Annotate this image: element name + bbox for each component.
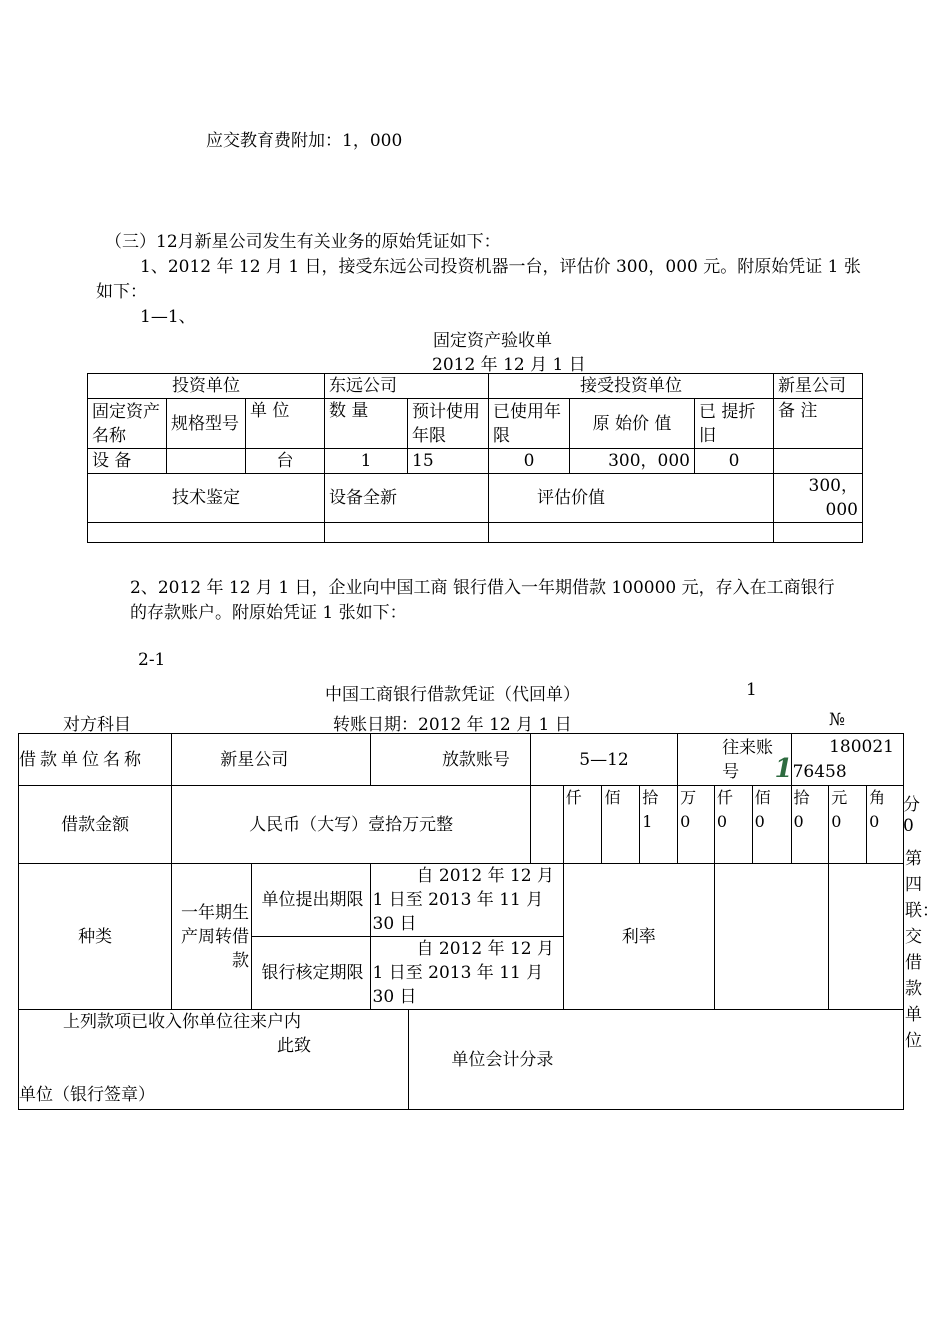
handwritten-mark: 1 bbox=[774, 754, 793, 784]
digit-qian: 仟 bbox=[563, 786, 602, 864]
transfer-date: 转账日期：2012 年 12 月 1 日 bbox=[333, 715, 572, 735]
row-original-value: 300，000 bbox=[570, 449, 695, 474]
digit-jiao: 角 0 bbox=[867, 786, 904, 864]
borrower-value: 新星公司 bbox=[172, 734, 370, 786]
item1-subheading: 1—1、 bbox=[140, 307, 196, 327]
received-cell bbox=[19, 1010, 409, 1110]
header-depreciation: 已 提折 旧 bbox=[695, 399, 774, 449]
row-remarks bbox=[774, 449, 863, 474]
receiver-value: 新星公司 bbox=[774, 374, 863, 399]
current-account-label: 往来账号 bbox=[678, 734, 791, 786]
loan-account-label: 放款账号 bbox=[370, 734, 530, 786]
bank-period-label: 银行核定期限 bbox=[251, 937, 370, 1010]
borrower-label: 借款单位名称 bbox=[19, 734, 172, 786]
side-note: 第四联：交借款单位 bbox=[905, 849, 939, 1051]
row-used-years: 0 bbox=[489, 449, 570, 474]
header-spec: 规格型号 bbox=[167, 399, 246, 449]
bank-loan-voucher-table bbox=[18, 733, 904, 1110]
empty-cell bbox=[489, 523, 774, 543]
item2-text-line2: 的存款账户。附原始凭证 1 张如下： bbox=[130, 603, 407, 623]
counter-account-label: 对方科目 bbox=[63, 715, 131, 735]
digit-shi: 拾 1 bbox=[640, 786, 678, 864]
receipt-title: 固定资产验收单 bbox=[433, 331, 552, 351]
current-account-value bbox=[774, 734, 904, 786]
rate-blank bbox=[829, 864, 904, 1010]
eval-label: 评估价值 bbox=[489, 474, 774, 523]
empty-cell bbox=[325, 523, 489, 543]
investor-label: 投资单位 bbox=[88, 374, 325, 399]
header-quantity: 数 量 bbox=[325, 399, 408, 449]
item2-subheading: 2-1 bbox=[138, 650, 166, 670]
digit-bai2: 佰 0 bbox=[752, 786, 791, 864]
digit-fen-header: 分 bbox=[903, 795, 920, 815]
row-unit: 台 bbox=[246, 449, 325, 474]
header-remarks: 备 注 bbox=[774, 399, 863, 449]
row-depreciation: 0 bbox=[695, 449, 774, 474]
loan-account-value: 5—12 bbox=[530, 734, 677, 786]
empty-cell bbox=[88, 523, 325, 543]
investor-value: 东远公司 bbox=[325, 374, 489, 399]
header-useful-life: 预计使用年限 bbox=[408, 399, 489, 449]
digit-qian2: 仟 0 bbox=[714, 786, 752, 864]
digit-blank-cell bbox=[530, 786, 563, 864]
digit-bai: 佰 bbox=[602, 786, 640, 864]
digit-fen-value: 0 bbox=[903, 816, 914, 836]
unit-period-label: 单位提出期限 bbox=[251, 864, 370, 937]
edu-fee-line: 应交教育费附加：1，000 bbox=[206, 131, 403, 151]
kind-label: 种类 bbox=[19, 864, 172, 1010]
digit-shi2: 拾 0 bbox=[791, 786, 829, 864]
empty-cell bbox=[774, 523, 863, 543]
row-quantity: 1 bbox=[325, 449, 408, 474]
item2-text-line1: 2、2012 年 12 月 1 日，企业向中国工商 银行借入一年期借款 100000 元，存入在工商银行 bbox=[130, 578, 835, 598]
eval-value: 300，000 bbox=[774, 474, 863, 523]
row-asset-name: 设 备 bbox=[88, 449, 167, 474]
item1-text-line2: 如下： bbox=[96, 282, 147, 302]
entry-label: 单位会计分录 bbox=[409, 1010, 904, 1110]
voucher-title: 中国工商银行借款凭证（代回单） bbox=[325, 685, 580, 705]
number-sign: № bbox=[829, 710, 846, 730]
kind-value: 一年期生产周转借款 bbox=[172, 864, 252, 1010]
bank-period-value: 自 2012 年 12 月 1 日至 2013 年 11 月 30 日 bbox=[370, 937, 563, 1010]
current-account-value-b: 76458 bbox=[792, 762, 847, 782]
header-unit: 单 位 bbox=[246, 399, 325, 449]
receiver-label: 接受投资单位 bbox=[489, 374, 774, 399]
header-used-years: 已使用年限 bbox=[489, 399, 570, 449]
row-spec bbox=[167, 449, 246, 474]
amount-label: 借款金额 bbox=[19, 786, 172, 864]
digit-wan: 万 0 bbox=[678, 786, 715, 864]
tech-value: 设备全新 bbox=[325, 474, 489, 523]
regards-text: 此致 bbox=[277, 1036, 311, 1056]
header-original-value: 原 始价 值 bbox=[570, 399, 695, 449]
digit-yuan: 元 0 bbox=[829, 786, 867, 864]
header-asset-name: 固定资产名称 bbox=[88, 399, 167, 449]
item1-text-line1: 1、2012 年 12 月 1 日，接受东远公司投资机器一台，评估价 300，000 元。附原始凭证 1 张 bbox=[140, 257, 861, 277]
received-text: 上列款项已收入你单位往来户内 bbox=[63, 1012, 301, 1032]
amount-text: 人民币（大写）壹拾万元整 bbox=[172, 786, 531, 864]
receipt-date: 2012 年 12 月 1 日 bbox=[432, 355, 586, 375]
bank-sign: 单位（银行签章） bbox=[19, 1085, 155, 1105]
tech-label: 技术鉴定 bbox=[88, 474, 325, 523]
fixed-asset-receipt-table bbox=[87, 373, 863, 543]
current-account-value-a: 180021 bbox=[829, 737, 894, 757]
section-heading: （三）12月新星公司发生有关业务的原始凭证如下： bbox=[105, 232, 501, 252]
rate-label: 利率 bbox=[563, 864, 714, 1010]
row-useful-life: 15 bbox=[408, 449, 489, 474]
rate-value bbox=[714, 864, 828, 1010]
unit-period-value: 自 2012 年 12 月 1 日至 2013 年 11 月 30 日 bbox=[370, 864, 563, 937]
voucher-title-number: 1 bbox=[746, 680, 757, 700]
